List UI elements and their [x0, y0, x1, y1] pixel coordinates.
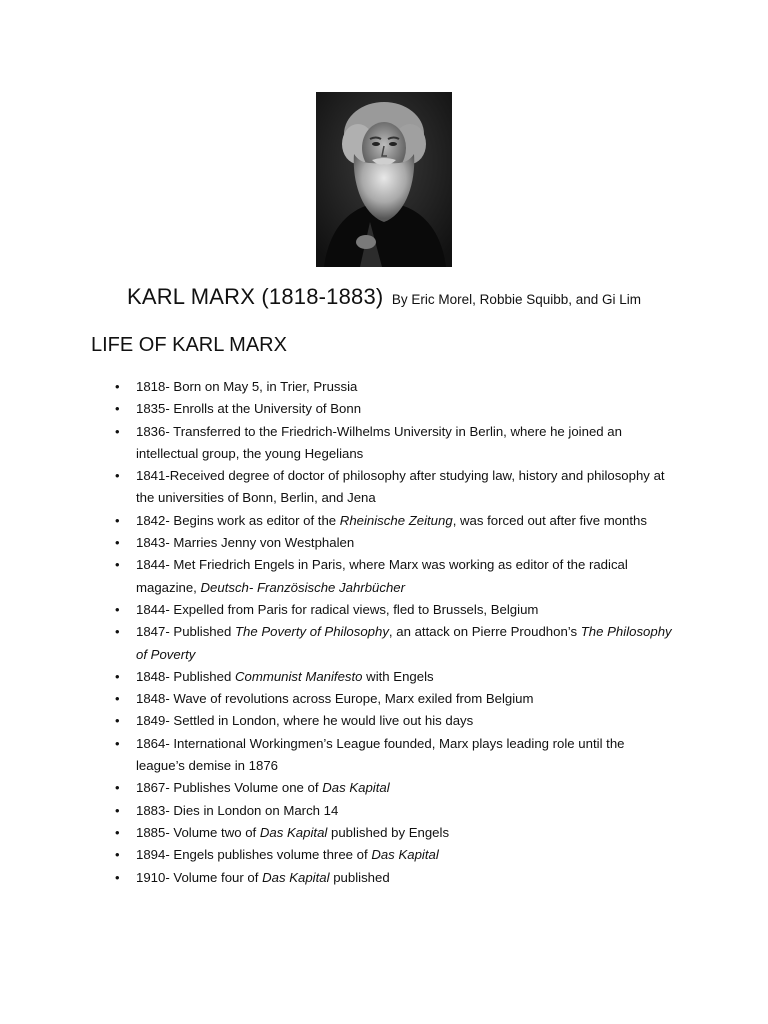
- timeline-item-text: 1864- International Workingmen’s League founded, Marx plays leading role until the league’s demise in 1876: [136, 735, 625, 774]
- timeline-item-text: 1847- Published: [136, 624, 235, 640]
- bullet-icon: •: [115, 401, 120, 417]
- portrait-illustration: [316, 92, 452, 267]
- timeline-item-text: 1841-Received degree of doctor of philosophy after studying law, history and philosophy at the universities of Bonn, Berlin, and Jena: [136, 468, 665, 506]
- bullet-icon: •: [115, 691, 120, 707]
- timeline-item-text: 1885- Volume two of: [136, 824, 260, 840]
- timeline-item-text: 1910- Volume four of: [136, 869, 263, 885]
- timeline-item: [112, 621, 672, 666]
- bullet-icon: •: [115, 468, 120, 484]
- timeline-item-text: 1848- Published: [136, 668, 235, 684]
- title-byline: By Eric Morel, Robbie Squibb, and Gi Lim: [391, 292, 642, 307]
- timeline-item-text: published: [329, 869, 390, 885]
- timeline-item-title: Das Kapital: [371, 847, 439, 863]
- bullet-icon: •: [115, 379, 120, 394]
- bullet-icon: •: [115, 601, 120, 617]
- timeline-item-text: , an attack on Pierre Proudhon’s: [388, 624, 581, 640]
- timeline-item-text: 1835- Enrolls at the University of Bonn: [136, 401, 362, 417]
- timeline-item-text: published by Engels: [327, 824, 450, 840]
- bullet-icon: •: [115, 735, 120, 751]
- timeline-item-text: 1848- Wave of revolutions across Europe, Marx exiled from Belgium: [136, 691, 534, 707]
- timeline-item: [112, 733, 672, 778]
- bullet-icon: •: [115, 713, 120, 729]
- timeline-item-text: with Engels: [362, 668, 434, 684]
- timeline-item-title: The Poverty of Philosophy: [234, 624, 389, 640]
- timeline-item-text: 1836- Transferred to the Friedrich-Wilhelms University in Berlin, where he joined an intellectual group, the young Hegelians: [136, 423, 622, 461]
- timeline-item: [112, 688, 672, 710]
- bullet-icon: •: [115, 869, 120, 885]
- timeline-item: [112, 666, 672, 688]
- title-main: KARL MARX (1818-1883): [126, 284, 384, 309]
- bullet-icon: •: [115, 423, 120, 439]
- bullet-icon: •: [115, 512, 120, 528]
- timeline-item: [112, 777, 672, 799]
- timeline-item: [112, 376, 672, 398]
- timeline-item: [112, 844, 672, 866]
- bullet-icon: •: [115, 847, 120, 863]
- bullet-icon: •: [115, 535, 120, 551]
- timeline-item-title: Deutsch- Französische Jahrbücher: [200, 579, 406, 595]
- timeline-item-title: Das Kapital: [259, 824, 328, 840]
- bullet-icon: •: [115, 668, 120, 684]
- timeline-item-text: 1843- Marries Jenny von Westphalen: [136, 535, 355, 551]
- timeline-item-text: 1883- Dies in London on March 14: [136, 802, 339, 818]
- timeline-item-title: The Philosophy of Poverty: [136, 624, 672, 662]
- timeline-item-text: 1867- Publishes Volume one of: [136, 780, 323, 796]
- timeline-item: [112, 822, 672, 844]
- timeline-item-text: , was forced out after five months: [452, 512, 647, 528]
- timeline-item: [112, 800, 672, 822]
- timeline-item-text: 1844- Met Friedrich Engels in Paris, where Marx was working as editor of the radical magazine,: [136, 557, 628, 595]
- timeline-item-text: 1894- Engels publishes volume three of: [136, 847, 372, 863]
- timeline-item: [112, 510, 672, 532]
- timeline-item: [112, 465, 672, 510]
- timeline-item-text: 1849- Settled in London, where he would live out his days: [136, 713, 474, 729]
- timeline-item: [112, 867, 672, 889]
- timeline-item-text: 1842- Begins work as editor of the: [136, 512, 340, 528]
- timeline-item-title: Communist Manifesto: [234, 668, 363, 684]
- timeline-item-text: 1844- Expelled from Paris for radical views, fled to Brussels, Belgium: [136, 601, 539, 617]
- timeline-item-title: Das Kapital: [262, 869, 330, 885]
- bullet-icon: •: [115, 824, 120, 840]
- timeline-item: [112, 532, 672, 554]
- bullet-icon: •: [115, 624, 120, 640]
- bullet-icon: •: [115, 802, 120, 818]
- bullet-icon: •: [115, 557, 120, 573]
- timeline-item-title: Rheinische Zeitung: [339, 512, 453, 528]
- section-heading: LIFE OF KARL MARX: [91, 334, 287, 356]
- timeline-item: [112, 421, 672, 466]
- timeline-item: [112, 710, 672, 732]
- timeline-list: [112, 376, 672, 889]
- timeline-item: [112, 554, 672, 599]
- timeline-item-title: Das Kapital: [322, 780, 390, 796]
- portrait-image: [316, 92, 452, 267]
- timeline-item-text: 1818- Born on May 5, in Trier, Prussia: [136, 379, 358, 394]
- timeline-item: [112, 398, 672, 420]
- document-title: [0, 284, 768, 310]
- bullet-icon: •: [115, 780, 120, 796]
- timeline-item: [112, 599, 672, 621]
